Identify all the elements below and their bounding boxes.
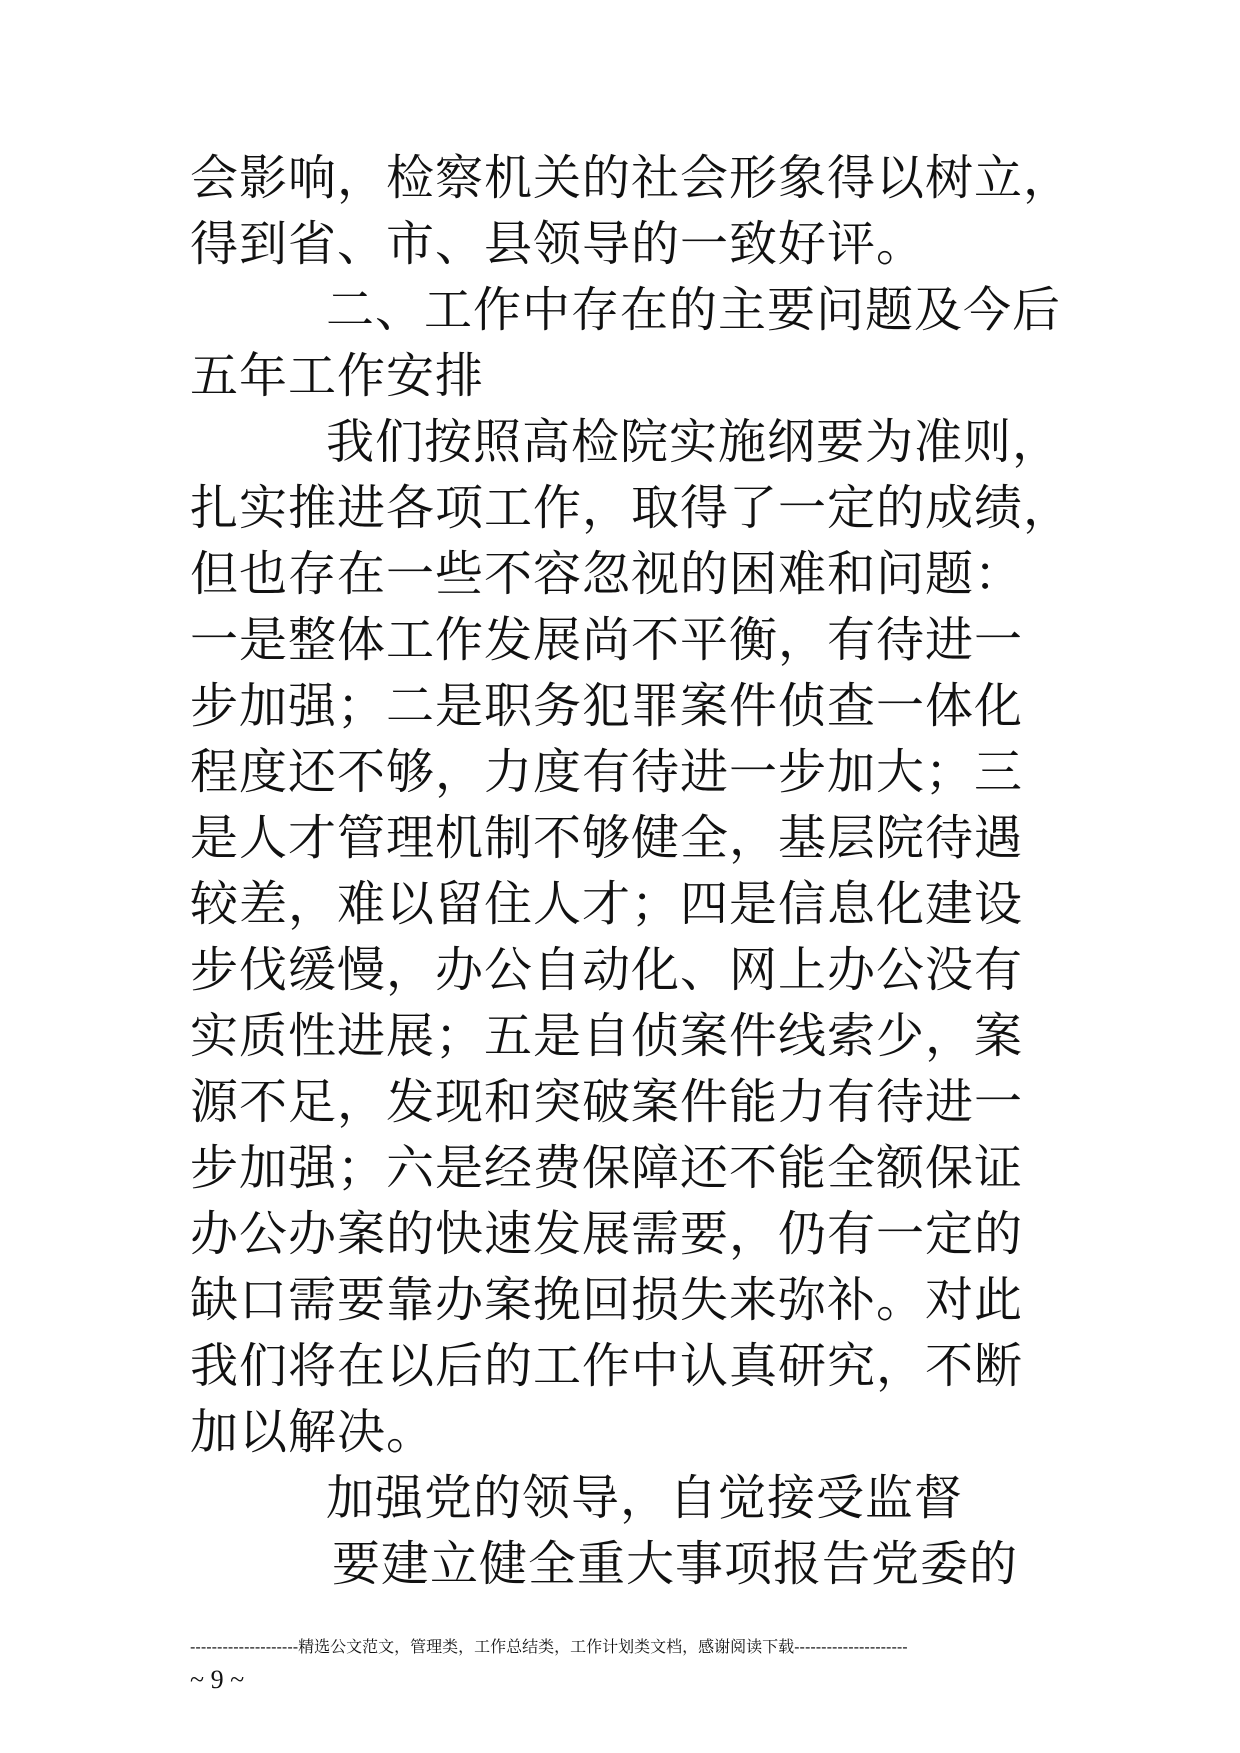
document-body: [190, 145, 1073, 1597]
page-number: ~ 9 ~: [190, 1665, 245, 1694]
text-line: 实质性进展；五是自侦案件线索少，案: [190, 1008, 1024, 1064]
text-line: 但也存在一些不容忽视的困难和问题：: [190, 546, 1024, 602]
text-line: 我们将在以后的工作中认真研究，不断: [190, 1338, 1024, 1394]
text-line: 较差，难以留住人才；四是信息化建设: [190, 876, 1024, 932]
text-line: 办公办案的快速发展需要，仍有一定的: [190, 1206, 1024, 1262]
text-line: 程度还不够，力度有待进一步加大；三: [190, 744, 1024, 800]
section-heading-line: 加强党的领导，自觉接受监督: [326, 1470, 964, 1526]
section-heading-line: 二、工作中存在的主要问题及今后: [326, 282, 1062, 338]
text-line: 步伐缓慢，办公自动化、网上办公没有: [190, 942, 1024, 998]
text-line: 步加强；二是职务犯罪案件侦查一体化: [190, 678, 1024, 734]
text-line: 缺口需要靠办案挽回损失来弥补。对此: [190, 1272, 1024, 1328]
text-line: 源不足，发现和突破案件能力有待进一: [190, 1074, 1024, 1130]
text-line: 扎实推进各项工作，取得了一定的成绩，: [190, 480, 1073, 536]
text-line: 我们按照高检院实施纲要为准则，: [326, 414, 1062, 470]
text-line: 会影响，检察机关的社会形象得以树立，: [190, 150, 1073, 206]
footer-banner: --------------------精选公文范文，管理类，工作总结类，工作计划类文档，感谢阅读下载---------------------: [190, 1637, 908, 1656]
text-line: 一是整体工作发展尚不平衡，有待进一: [190, 612, 1024, 668]
text-line: 要建立健全重大事项报告党委的: [332, 1536, 1019, 1592]
text-line: 步加强；六是经费保障还不能全额保证: [190, 1140, 1024, 1196]
text-line: 得到省、市、县领导的一致好评。: [190, 216, 926, 272]
text-line: 是人才管理机制不够健全，基层院待遇: [190, 810, 1024, 866]
section-heading-line: 五年工作安排: [190, 348, 485, 404]
text-line: 加以解决。: [190, 1404, 436, 1460]
